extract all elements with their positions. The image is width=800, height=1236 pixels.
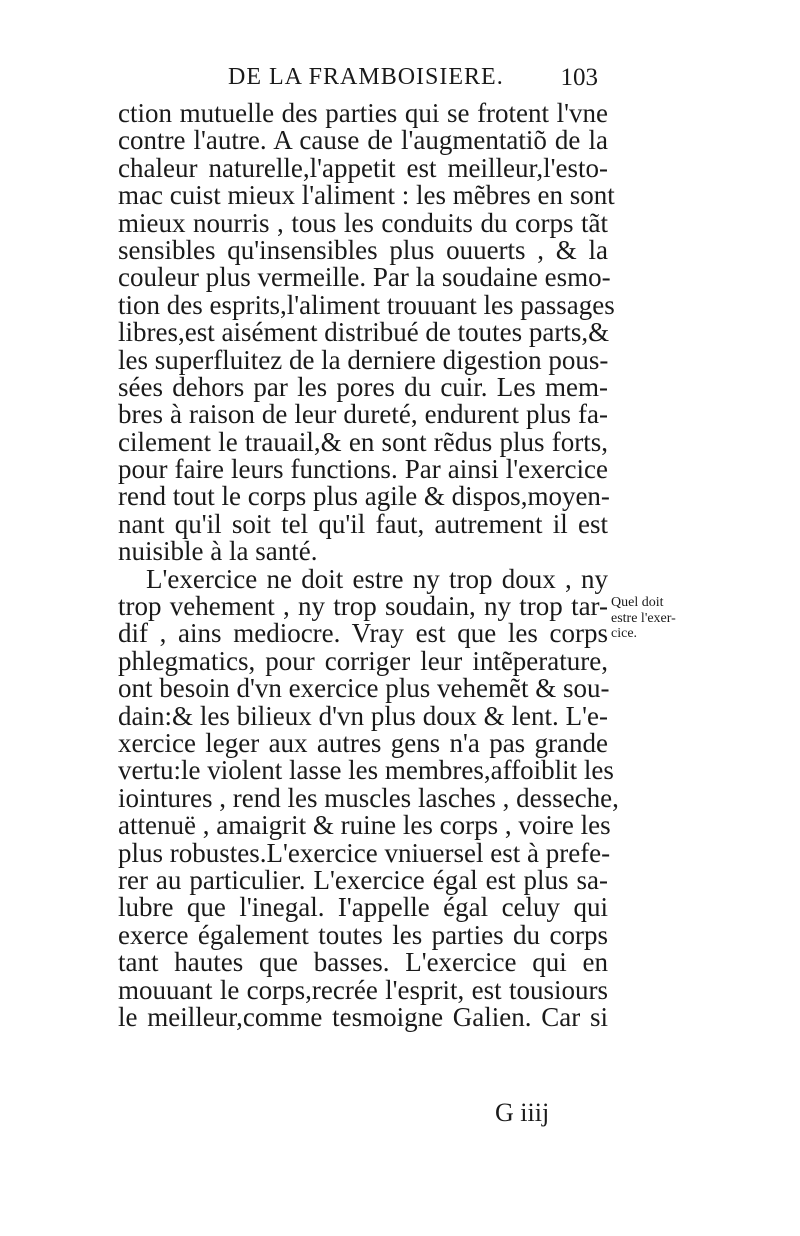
text-line: sées dehors par les pores du cuir. Les mem- [118, 371, 608, 402]
text-line: exerce également toutes les parties du corps [118, 919, 608, 950]
running-title: DE LA FRAMBOISIERE. [228, 64, 504, 90]
text-line: sensibles qu'insensibles plus ouuerts , & la [118, 234, 608, 265]
text-line: couleur plus vermeille. Par la soudaine esmo- [118, 262, 611, 293]
text-line: tion des esprits,l'aliment trouuant les passages [118, 289, 615, 320]
body-text [118, 98, 619, 1032]
text-line: lubre que l'inegal. I'appelle égal celuy qui [118, 892, 608, 923]
text-line: iointures , rend les muscles lasches , desseche, [118, 782, 619, 813]
text-line: mouuant le corps,recrée l'esprit, est tousiours [118, 974, 608, 1005]
text-line: xercice leger aux autres gens n'a pas grande [118, 727, 608, 758]
text-line: libres,est aisément distribué de toutes parts,& [118, 317, 610, 348]
paragraph-start-line: L'exercice ne doit estre ny trop doux , ny [146, 563, 608, 594]
text-line: dif , ains mediocre. Vray est que les corps [118, 618, 608, 649]
text-line: contre l'autre. A cause de l'augmentatiõ de la [118, 125, 608, 156]
text-line: bres à raison de leur dureté, endurent plus fa- [118, 399, 608, 430]
text-line: le meilleur,comme tesmoigne Galien. Car si [118, 1001, 608, 1032]
marginal-note-line: Quel doit [611, 595, 664, 610]
text-line: ont besoin d'vn exercice plus vehemẽt & sou- [118, 673, 610, 704]
text-line: les superfluitez de la derniere digestion pous- [118, 344, 609, 375]
text-line: mac cuist mieux l'aliment : les mẽbres en sont [118, 180, 615, 211]
signature-mark: G iiij [495, 1098, 550, 1127]
text-line: vertu:le violent lasse les membres,affoiblit les [118, 755, 614, 786]
text-line: rend tout le corps plus agile & dispos,moyen- [118, 481, 610, 512]
paragraph-end-line: nuisible à la santé. [118, 536, 318, 567]
text-line: tant hautes que basses. L'exercice qui en [118, 947, 608, 978]
text-line: rer au particulier. L'exercice égal est plus sa- [118, 864, 608, 895]
text-line: dain:& les bilieux d'vn plus doux & lent. L'e- [118, 700, 608, 731]
text-line: ction mutuelle des parties qui se frotent l'vne [118, 98, 608, 128]
text-line: pour faire leurs functions. Par ainsi l'exercice [118, 454, 608, 485]
marginal-note-line: cice. [611, 626, 638, 641]
text-line: nant qu'il soit tel qu'il faut, autrement il est [118, 508, 608, 539]
text-line: trop vehement , ny trop soudain, ny trop tar- [118, 591, 608, 622]
text-line: plus robustes.L'exercice vniuersel est à prefe- [118, 837, 611, 868]
running-head [118, 64, 598, 98]
text-line: chaleur naturelle,l'appetit est meilleur,l'esto- [118, 152, 608, 183]
page-number: 103 [560, 64, 598, 91]
text-line: cilement le trauail,& en sont rẽdus plus forts, [118, 426, 608, 457]
marginal-note-line: estre l'exer- [611, 610, 676, 626]
marginal-note [611, 595, 701, 642]
text-line: phlegmatics, pour corriger leur intẽperature, [118, 645, 608, 676]
text-line: attenuë , amaigrit & ruine les corps , voire les [118, 810, 611, 841]
text-line: mieux nourris , tous les conduits du corps tãt [118, 207, 608, 238]
